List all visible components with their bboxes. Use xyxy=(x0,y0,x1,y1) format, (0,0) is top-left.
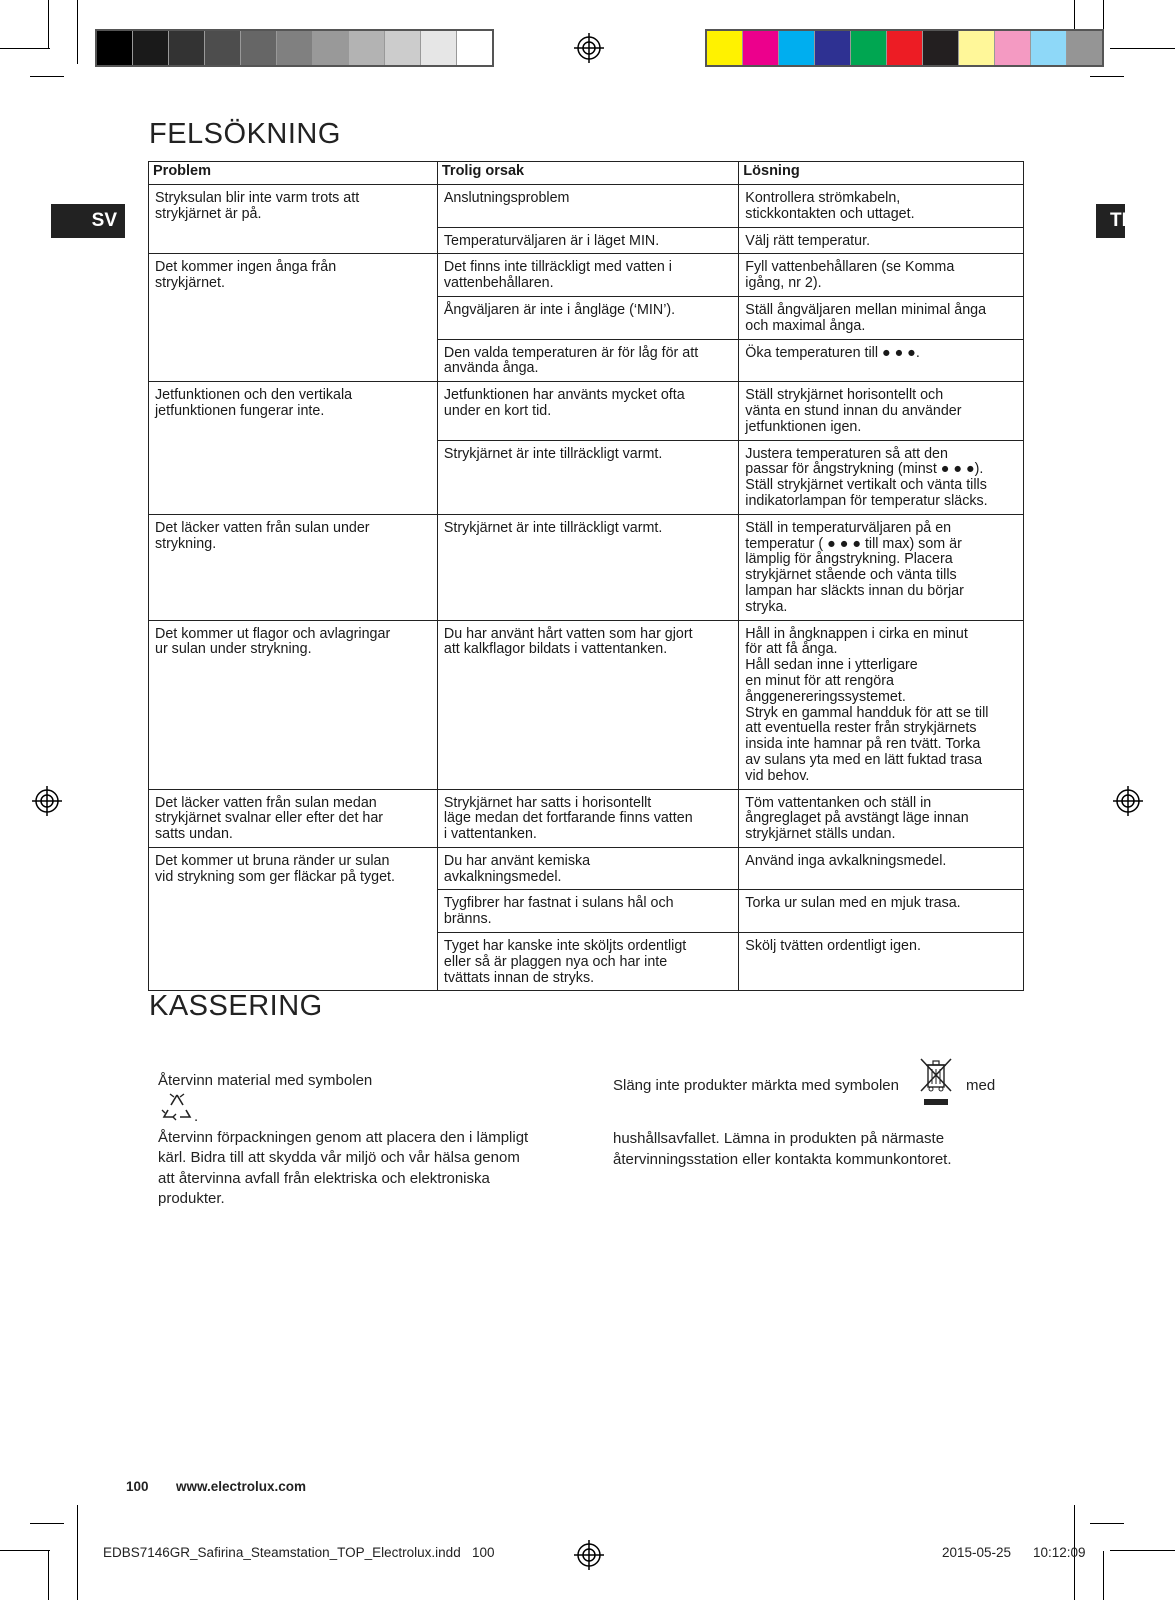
color-swatch xyxy=(1067,31,1102,65)
color-swatch xyxy=(851,31,887,65)
solution-text: Ställ ångväljaren mellan minimal ånga och maximal ånga. xyxy=(745,301,987,334)
crop-mark xyxy=(77,0,78,64)
crop-mark xyxy=(48,0,49,48)
table-row xyxy=(149,185,1024,228)
cause-cell xyxy=(437,254,738,297)
color-swatch xyxy=(277,31,313,65)
crop-mark xyxy=(0,1550,50,1551)
cause-text: Strykjärnet är inte tillräckligt varmt. xyxy=(443,519,663,536)
crop-mark xyxy=(1103,1551,1104,1600)
solution-cell xyxy=(739,847,1024,890)
cause-text: Den valda temperaturen är för låg för att använda ånga. xyxy=(443,344,699,377)
registration-mark-icon xyxy=(574,1540,604,1570)
color-swatch xyxy=(959,31,995,65)
solution-cell xyxy=(739,339,1024,382)
registration-mark-icon xyxy=(32,786,62,816)
slug-time: 10:12:09 xyxy=(1033,1545,1086,1560)
color-swatch xyxy=(887,31,923,65)
disposal-recycle-text xyxy=(158,1050,578,1230)
solution-text: Håll in ångknappen i cirka en minut för att få ånga. Håll sedan inne i ytterligare en minut för att rengöra ånggenereringssystemet. Stryk en gammal handduk för att se till att eventuella rester från strykjärnets insida inte hamnar på ren tvätt. Torka av sulans yta med en lätt fuktad trasa vid behov. xyxy=(745,625,989,784)
color-swatch xyxy=(707,31,743,65)
cause-text: Strykjärnet har satts i horisontellt läge medan det fortfarande finns vatten i vattentanken. xyxy=(443,794,693,843)
solution-cell xyxy=(739,789,1024,847)
crop-mark xyxy=(1090,1523,1124,1524)
color-swatch xyxy=(743,31,779,65)
color-swatch xyxy=(205,31,241,65)
disposal-weee-text xyxy=(613,1036,1023,1191)
solution-cell xyxy=(739,227,1024,254)
color-swatch xyxy=(1031,31,1067,65)
cause-text: Anslutningsproblem xyxy=(443,190,570,206)
problem-text: Det läcker vatten från sulan under strykning. xyxy=(155,519,370,552)
color-swatch xyxy=(313,31,349,65)
solution-cell xyxy=(739,296,1024,339)
problem-cell xyxy=(149,185,438,254)
crop-mark xyxy=(77,1505,78,1600)
cause-text: Det finns inte tillräckligt med vatten i vattenbehållaren. xyxy=(443,259,672,292)
table-row xyxy=(149,254,1024,297)
problem-cell xyxy=(149,382,438,515)
problem-cell xyxy=(149,254,438,382)
slug-filename: EDBS7146GR_Safirina_Steamstation_TOP_Electrolux.indd 100 xyxy=(103,1545,495,1560)
solution-text: Skölj tvätten ordentligt igen. xyxy=(745,938,921,955)
solution-text: Fyll vattenbehållaren (se Komma igång, nr 2). xyxy=(745,259,955,292)
cause-cell xyxy=(437,440,738,514)
solution-text: Justera temperaturen så att den passar för ångstrykning (minst ● ● ●). Ställ strykjärnet vertikalt och vänta tills indikatorlampan för temperatur släcks. xyxy=(745,445,988,509)
troubleshooting-table xyxy=(148,161,1024,991)
cause-text: Tygfibrer har fastnat i sulans hål och bränns. xyxy=(443,895,674,928)
cause-cell xyxy=(437,890,738,933)
weee-paragraph: hushållsavfallet. Lämna in produkten på närmaste återvinningsstation eller kontakta kommunkontoret. xyxy=(613,1130,952,1168)
solution-cell xyxy=(739,185,1024,228)
color-swatch xyxy=(349,31,385,65)
recycle-line-start: Återvinn material med symbolen xyxy=(158,1071,373,1089)
solution-cell xyxy=(739,254,1024,297)
table-row xyxy=(149,620,1024,789)
cause-cell xyxy=(437,339,738,382)
grayscale-color-bar xyxy=(95,29,494,67)
problem-text: Det kommer ut bruna ränder ur sulan vid strykning som ger fläckar på tyget. xyxy=(155,852,395,885)
recycle-paragraph: Återvinn förpackningen genom att placera den i lämpligt kärl. Bidra till att skydda vår miljö och vår hälsa genom att återvinna avfall från elektriska och elektroniska produkter. xyxy=(158,1128,529,1207)
language-tab-right: TI xyxy=(1096,204,1125,238)
registration-mark-icon xyxy=(574,33,604,63)
crop-mark xyxy=(1090,76,1124,77)
weee-line-start: Släng inte produkter märkta med symbolen xyxy=(613,1076,899,1094)
cause-cell xyxy=(437,382,738,440)
weee-line-end: med xyxy=(966,1076,996,1094)
cause-text: Strykjärnet är inte tillräckligt varmt. xyxy=(443,445,663,462)
table-row xyxy=(149,847,1024,890)
process-color-bar xyxy=(705,29,1104,67)
cause-text: Ångväljaren är inte i ångläge (‘MIN’). xyxy=(443,301,676,318)
footer-url: www.electrolux.com xyxy=(176,1479,307,1494)
column-header-solution: Lösning xyxy=(739,162,1024,185)
color-swatch xyxy=(97,31,133,65)
color-swatch xyxy=(385,31,421,65)
solution-cell xyxy=(739,382,1024,440)
crop-mark xyxy=(30,76,64,77)
problem-cell xyxy=(149,847,438,991)
solution-text: Välj rätt temperatur. xyxy=(745,232,871,249)
cause-cell xyxy=(437,185,738,228)
cause-cell xyxy=(437,514,738,620)
color-swatch xyxy=(923,31,959,65)
table-header-row xyxy=(149,162,1024,185)
table-row xyxy=(149,382,1024,440)
cause-cell xyxy=(437,296,738,339)
solution-text: Öka temperaturen till ● ● ●. xyxy=(745,344,920,361)
column-header-cause: Trolig orsak xyxy=(437,162,738,185)
problem-text: Det kommer ingen ånga från strykjärnet. xyxy=(155,259,337,292)
language-tab-left: SV xyxy=(51,204,125,238)
recycle-line-end: . xyxy=(194,1108,199,1125)
crop-mark xyxy=(1110,48,1175,49)
registration-mark-icon xyxy=(1113,786,1143,816)
cause-cell xyxy=(437,227,738,254)
crop-mark xyxy=(30,1523,64,1524)
disposal-heading: KASSERING xyxy=(149,990,323,1022)
crossed-out-bin-icon xyxy=(918,1057,954,1115)
table-row xyxy=(149,514,1024,620)
cause-cell xyxy=(437,789,738,847)
color-swatch xyxy=(241,31,277,65)
crop-mark xyxy=(48,1551,49,1600)
color-swatch xyxy=(995,31,1031,65)
column-header-problem: Problem xyxy=(149,162,438,185)
color-swatch xyxy=(169,31,205,65)
table-row xyxy=(149,789,1024,847)
solution-text: Ställ in temperaturväljaren på en temperatur ( ● ● ● till max) som är lämplig för ångstrykning. Placera strykjärnet stående och vänta tills lampan har släckts innan du börjar stryka. xyxy=(745,519,964,615)
slug-date: 2015-05-25 xyxy=(942,1545,1012,1560)
recycle-icon xyxy=(160,1091,194,1125)
color-swatch xyxy=(815,31,851,65)
solution-cell xyxy=(739,890,1024,933)
problem-text: Stryksulan blir inte varm trots att strykjärnet är på. xyxy=(155,190,360,222)
cause-cell xyxy=(437,933,738,991)
crop-mark xyxy=(0,48,50,49)
solution-cell xyxy=(739,620,1024,789)
solution-text: Kontrollera strömkabeln, stickkontakten och uttaget. xyxy=(745,190,915,222)
troubleshooting-heading: FELSÖKNING xyxy=(149,118,341,150)
cause-text: Jetfunktionen har använts mycket ofta under en kort tid. xyxy=(443,387,685,419)
solution-text: Torka ur sulan med en mjuk trasa. xyxy=(745,895,961,912)
crop-mark xyxy=(1110,1550,1175,1551)
solution-cell xyxy=(739,440,1024,514)
problem-text: Jetfunktionen och den vertikala jetfunktionen fungerar inte. xyxy=(155,387,353,419)
solution-cell xyxy=(739,514,1024,620)
cause-cell xyxy=(437,847,738,890)
cause-cell xyxy=(437,620,738,789)
problem-cell xyxy=(149,789,438,847)
problem-text: Det kommer ut flagor och avlagringar ur sulan under strykning. xyxy=(155,625,391,658)
cause-text: Temperaturväljaren är i läget MIN. xyxy=(443,232,660,249)
cause-text: Tyget har kanske inte sköljts ordentligt eller så är plaggen nya och har inte tvättats innan de stryks. xyxy=(443,938,687,986)
weee-line xyxy=(613,1057,1023,1094)
solution-text: Ställ strykjärnet horisontellt och vänta en stund innan du använder jetfunktionen igen. xyxy=(745,387,962,435)
cause-text: Du har använt kemiska avkalkningsmedel. xyxy=(443,852,591,885)
solution-text: Använd inga avkalkningsmedel. xyxy=(745,852,947,869)
problem-cell xyxy=(149,620,438,789)
cause-text: Du har använt hårt vatten som har gjort att kalkflagor bildats i vattentanken. xyxy=(443,625,693,658)
solution-text: Töm vattentanken och ställ in ångreglaget på avstängt läge innan strykjärnet ställs undan. xyxy=(745,794,969,843)
color-swatch xyxy=(133,31,169,65)
problem-text: Det läcker vatten från sulan medan strykjärnet svalnar eller efter det har satts undan. xyxy=(155,794,384,843)
page-number: 100 xyxy=(126,1479,149,1494)
problem-cell xyxy=(149,514,438,620)
color-swatch xyxy=(779,31,815,65)
color-swatch xyxy=(421,31,457,65)
color-swatch xyxy=(457,31,492,65)
solution-cell xyxy=(739,933,1024,991)
